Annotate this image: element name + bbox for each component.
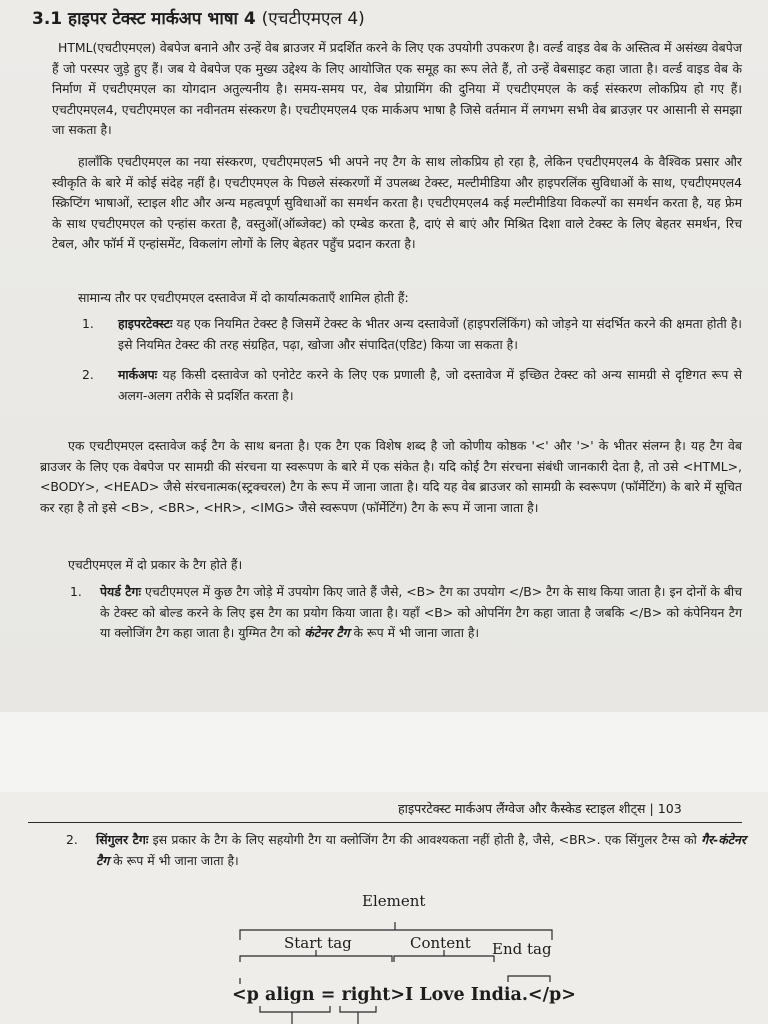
page-gap (0, 712, 768, 792)
paragraph-html5: हालाँकि एचटीएमएल का नया संस्करण, एचटीएमएल5 भी अपने नए टैग के साथ लोकप्रिय हो रहा है, लेकिन एचटीएमएल4 के वैश्विक प्रसार और स्वीकृति के बारे में कोई संदेह नहीं है। एचटीएमएल के पिछले संस्करणों में उपलब्ध टेक्स्ट, मल्टीमीडिया और हाइपरलिंक सुविधाओं के साथ, एचटीएमएल4 स्क्रिप्टिंग भाषाओं, स्टाइल शीट और अन्य महत्वपूर्ण सुविधाओं का समर्थन करता है। एचटीएमएल4 कई मल्टीमीडिया विकल्पों का समर्थन करता है, यह फ्रेम के साथ एचटीएमएल को एन्हांस करता है, वस्तुओं(ऑब्जेक्ट) को एम्बेड करता है, दाएं से बाएं और मिश्रित दिशा वाले टेक्स्ट के लिए बेहतर समर्थन, रिच टेबल, और फॉर्म में एन्हांसमेंट, विकलांग लोगों के लिए बेहतर पहुँच प्रदान करता है। (52, 154, 742, 251)
list-item (82, 314, 742, 355)
code-value: right (341, 985, 391, 1005)
header-rule (28, 822, 742, 823)
list-number: 2. (66, 832, 78, 847)
list-item (70, 582, 742, 644)
list-term: पेयर्ड टैगः (100, 584, 141, 599)
list-number: 1. (70, 584, 82, 599)
list-text: यह एक नियमित टेक्स्ट है जिसमें टेक्स्ट के भीतर अन्य दस्तावेजों (हाइपरलिंकिंग) को जोड़ने या संदर्भित करने की क्षमता होती है। इसे नियमित टेक्स्ट की तरह संग्रहित, पढ़ा, खोजा और संपादित(एडिट) किया जा सकता है। (118, 316, 742, 352)
page-number: 103 (657, 801, 682, 816)
paragraph-tag-types: एचटीएमएल में दो प्रकार के टैग होते हैं। (68, 557, 243, 572)
list-term: हाइपरटेक्स्टः (118, 316, 173, 331)
list-text-tail: के रूप में भी जाना जाता है। (349, 625, 480, 640)
list-item (66, 830, 746, 871)
content-bracket (394, 956, 494, 962)
emphasis-term: कंटेनर टैग (304, 625, 350, 640)
paragraph-tags: एक एचटीएमएल दस्तावेज कई टैग के साथ बनता है। एक टैग एक विशेष शब्द है जो कोणीय कोष्ठक '<' और '>' के भीतर संलग्न है। यह टैग वेब ब्राउजर के लिए एक वेबपेज पर सामग्री की संरचना या स्वरूपण के बारे में एक संकेत है। यदि कोई टैग संरचना संबंधी जानकारी देता है, तो उसे <HTML>, <BODY>, <HEAD> जैसे संरचनात्मक(स्ट्रक्चरल) टैग के रूप में जाना जाता है। यदि यह वेब ब्राउजर को सामग्री के स्वरूपण (फॉर्मेटिंग) के बारे में सूचित कर रहा है तो इसे <B>, <BR>, <HR>, <IMG> जैसे स्वरूपण (फॉर्मेटिंग) टैग के रूप में जाना जाता है। (40, 438, 742, 515)
list-term: मार्कअपः (118, 367, 158, 382)
element-label: Element (362, 892, 426, 910)
emphasis-term: गैर-कंटेनर टैग (96, 832, 746, 868)
value-bracket (340, 1006, 376, 1012)
list-term: सिंगुलर टैगः (96, 832, 149, 847)
list-number: 1. (82, 316, 94, 331)
list-text-tail: के रूप में भी जाना जाता है। (109, 852, 239, 868)
section-title: हाइपर टेक्स्ट मार्कअप भाषा 4 (68, 9, 256, 29)
list-text: इस प्रकार के टैग के लिए सहयोगी टैग या क्लोजिंग टैग की आवश्यकता नहीं होती है, जैसे, <BR>. एक सिंगुलर टैग्स को (148, 832, 702, 847)
paragraph-functionalities: सामान्य तौर पर एचटीएमएल दस्तावेज में दो कार्यात्मकताएँ शामिल होती हैं: (78, 290, 409, 305)
section-heading (32, 6, 365, 29)
html-code-example (232, 985, 576, 1005)
functionalities-list (82, 314, 742, 406)
section-title-paren: (एचटीएमएल 4) (261, 9, 365, 29)
end-tag-bracket (508, 976, 550, 982)
html-element-diagram (0, 880, 768, 1024)
section-number: 3.1 (32, 9, 63, 29)
list-text: यह किसी दस्तावेज को एनोटेट करने के लिए एक प्रणाली है, जो दस्तावेज में इच्छित टेक्स्ट को अन्य सामग्री से दृष्टिगत रूप से अलग-अलग तरीके से प्रदर्शित करता है। (118, 367, 742, 403)
running-header-separator: | (649, 801, 654, 816)
code-close: >I Love India.</p> (390, 985, 576, 1005)
code-open: <p (232, 985, 265, 1005)
content-label: Content (410, 934, 471, 952)
list-text: एचटीएमएल में कुछ टैग जोड़े में उपयोग किए जाते हैं जैसे, <B> टैग का उपयोग </B> टैग के साथ किया जाता है। इन दोनों के बीच के टेक्स्ट को बोल्ड करने के लिए इस टैग का प्रयोग किया जाता है। यहाँ <B> को ओपनिंग टैग कहा जाता है जबकि </B> को कंपेनियन टैग या क्लोजिंग टैग कहा जाता है। युग्मित टैग को (100, 584, 742, 640)
running-header-title: हाइपरटेक्स्ट मार्कअप लैंग्वेज और कैस्केड स्टाइल शीट्स (398, 801, 646, 816)
list-number: 2. (82, 367, 94, 382)
running-header (398, 800, 682, 817)
tag-types-list-continued (66, 830, 746, 871)
start-tag-bracket (240, 956, 392, 962)
attribute-bracket (260, 1006, 330, 1012)
start-tag-label: Start tag (284, 934, 352, 952)
code-attribute: align (265, 985, 315, 1005)
list-item (82, 365, 742, 406)
tag-types-list (70, 582, 742, 644)
code-equals: = (314, 985, 342, 1005)
paragraph-intro: HTML(एचटीएमएल) वेबपेज बनाने और उन्हें वेब ब्राउजर में प्रदर्शित करने के लिए एक उपयोगी उपकरण है। वर्ल्ड वाइड वेब के अस्तित्व में असंख्य वेबपेज हैं जो परस्पर जुड़े हुए हैं। जब ये वेबपेज एक मुख्य उद्देश्य के लिए आयोजित एक समूह का रूप लेते हैं, तो उन्हें वेबसाइट कहा जाता है। वर्ल्ड वाइड वेब के निर्माण में एचटीएमएल का योगदान अतुल्यनीय है। समय-समय पर, वेब प्रोग्रामिंग की दुनिया में एचटीएमएल के कई संस्करण लोकप्रिय हो गए हैं। एचटीएमएल4, एचटीएमएल का नवीनतम संस्करण है। एचटीएमएल4 एक मार्कअप भाषा है जिसे वर्तमान में लगभग सभी वेब ब्राउज़र पर आसानी से समझा जा सकता है। (52, 40, 742, 137)
end-tag-label: End tag (492, 940, 552, 958)
